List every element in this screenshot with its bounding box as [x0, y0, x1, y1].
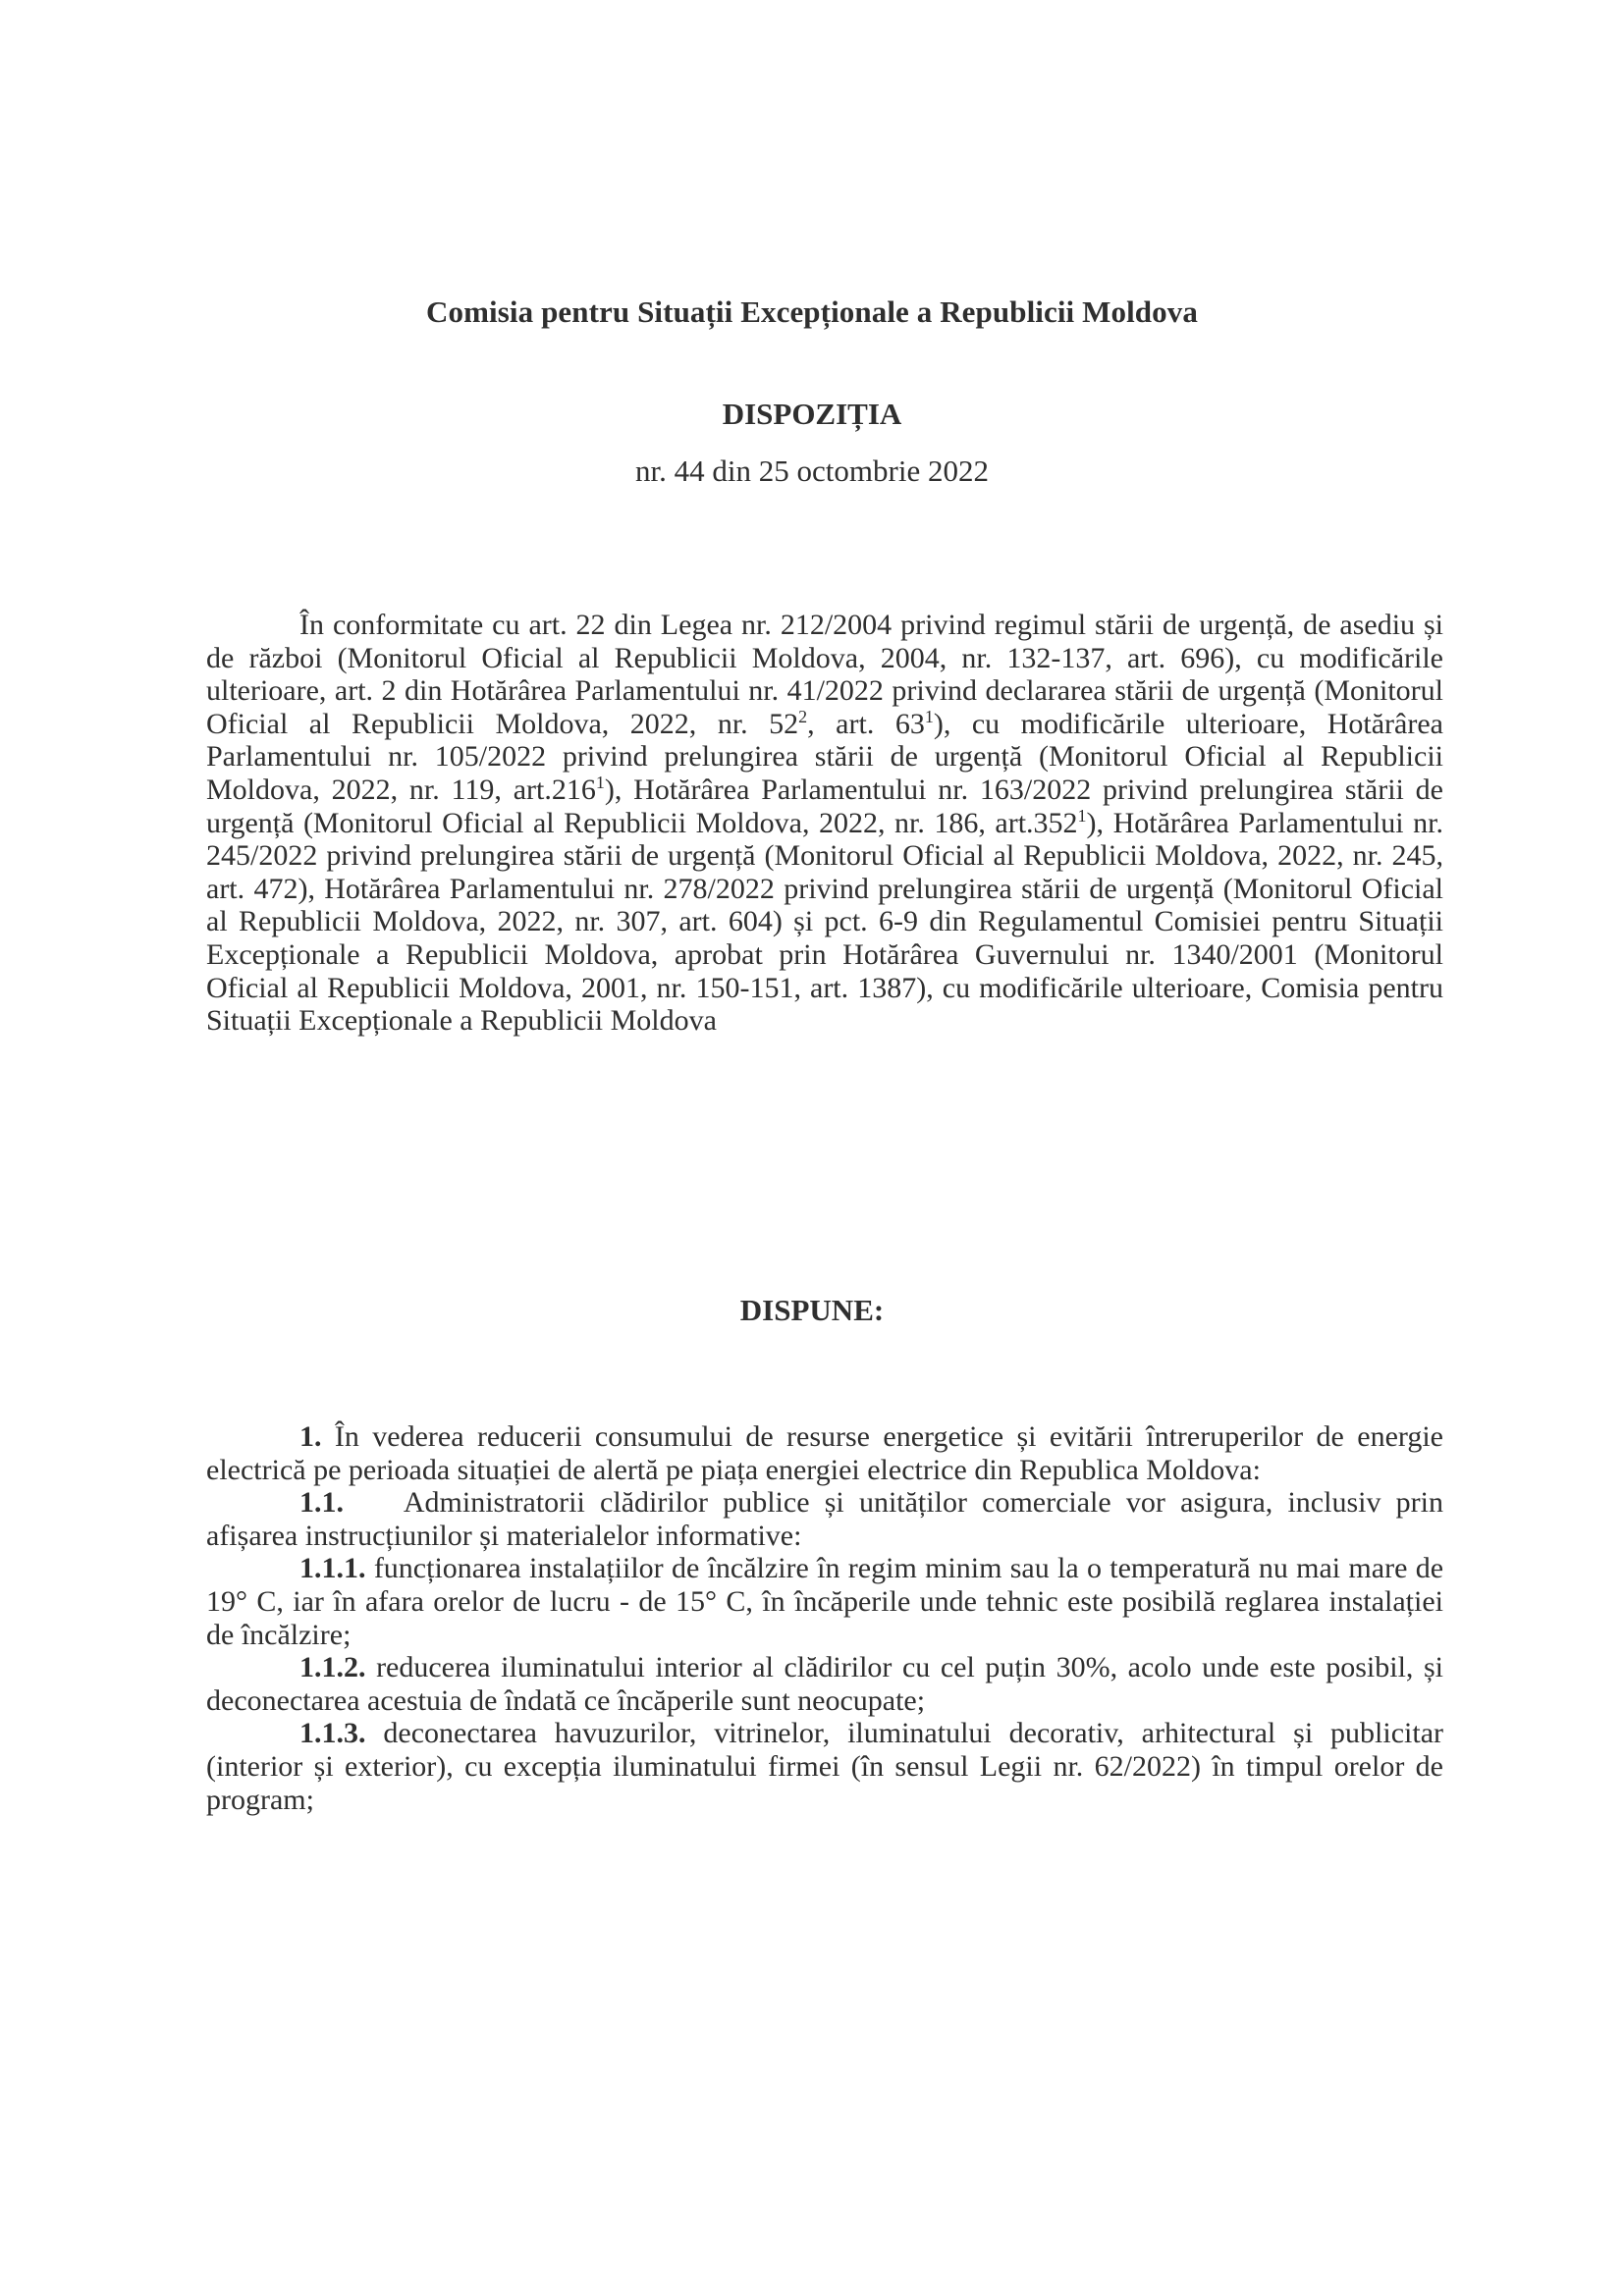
- provision-text: În vederea reducerii consumului de resurse energetice și evitării întreruperilor de energie electrică pe perioada situației de alertă pe piața energiei electrice din Republica Moldova:: [206, 1420, 1443, 1486]
- provisions-list: [206, 1420, 1443, 1816]
- provision-number: 1.1.2.: [299, 1651, 366, 1684]
- provision-text: reducerea iluminatului interior al clădirilor cu cel puțin 30%, acolo unde este posibil, și deconectarea acestuia de îndată ce încăperile sunt neocupate;: [206, 1651, 1443, 1717]
- provision-item: [206, 1552, 1443, 1651]
- provision-item: [206, 1651, 1443, 1717]
- preamble-text: ), Hotărârea Parlamentului nr. 163/2022 privind prelungirea stării de urgență (Monitorul Oficial al Republicii Moldova, 2022, nr. 186, art.352: [206, 773, 1443, 839]
- preamble-text: În conformitate cu art. 22 din Legea nr. 212/2004 privind regimul stării de urgență, de asediu și de război (Monitorul Oficial al Republicii Moldova, 2004, nr. 132-137, art. 696), cu modificările ulterioare, art. 2 din Hotărârea Parlamentului nr. 41/2022 privind declararea stării de urgență (Monitorul Oficial al Republicii Moldova, 2022, nr. 52: [206, 609, 1443, 740]
- provision-number: 1.1.3.: [299, 1717, 366, 1750]
- superscript: 1: [1077, 805, 1087, 826]
- provision-item: [206, 1486, 1443, 1552]
- preamble-paragraph: [206, 609, 1443, 1038]
- document-type-heading: DISPOZIȚIA: [722, 397, 902, 431]
- provision-text: funcționarea instalațiilor de încălzire în regim minim sau la o temperatură nu mai mare de 19° C, iar în afara orelor de lucru - de 15° C, în încăperile unde tehnic este posibilă reglarea instalației de încălzire;: [206, 1552, 1444, 1651]
- provision-text: deconectarea havuzurilor, vitrinelor, iluminatului decorativ, arhitectural și publicitar (interior și exterior), cu excepția iluminatului firmei (în sensul Legii nr. 62/2022) în timpul orelor de program;: [206, 1717, 1444, 1816]
- preamble: [206, 609, 1443, 1038]
- preamble-text: ), Hotărârea Parlamentului nr. 245/2022 privind prelungirea stării de urgență (Monitorul Oficial al Republicii Moldova, 2022, nr. 245, art. 472), Hotărârea Parlamentului nr. 278/2022 privind prelungirea stării de urgență (Monitorul Oficial al Republicii Moldova, 2022, nr. 307, art. 604) și pct. 6-9 din Regulamentul Comisiei pentru Situații Excepționale a Republicii Moldova, aprobat prin Hotărârea Guvernului nr. 1340/2001 (Monitorul Oficial al Republicii Moldova, 2001, nr. 150-151, art. 1387), cu modificările ulterioare, Comisia pentru Situații Excepționale a Republicii Moldova: [206, 806, 1443, 1038]
- provision-number: 1.1.: [299, 1486, 344, 1520]
- preamble-text: ), cu modificările ulterioare, Hotărârea Parlamentului nr. 105/2022 privind prelungirea stării de urgență (Monitorul Oficial al Republicii Moldova, 2022, nr. 119, art.216: [206, 707, 1443, 806]
- provision-number: 1.1.1.: [299, 1552, 366, 1585]
- dispune-heading: DISPUNE:: [739, 1293, 885, 1327]
- provision-item: [206, 1717, 1443, 1816]
- provision-number: 1.: [299, 1420, 322, 1453]
- organization-heading: Comisia pentru Situații Excepționale a Republicii Moldova: [426, 294, 1198, 329]
- provision-item: [206, 1420, 1443, 1486]
- preamble-text: , art. 63: [807, 707, 925, 740]
- document-number-date: nr. 44 din 25 octombrie 2022: [635, 454, 989, 488]
- superscript: 2: [798, 706, 808, 726]
- superscript: 1: [924, 706, 934, 726]
- provision-text: Administratorii clădirilor publice și unităților comerciale vor asigura, inclusiv prin afișarea instrucțiunilor și materialelor informative:: [206, 1486, 1443, 1552]
- superscript: 1: [595, 772, 605, 792]
